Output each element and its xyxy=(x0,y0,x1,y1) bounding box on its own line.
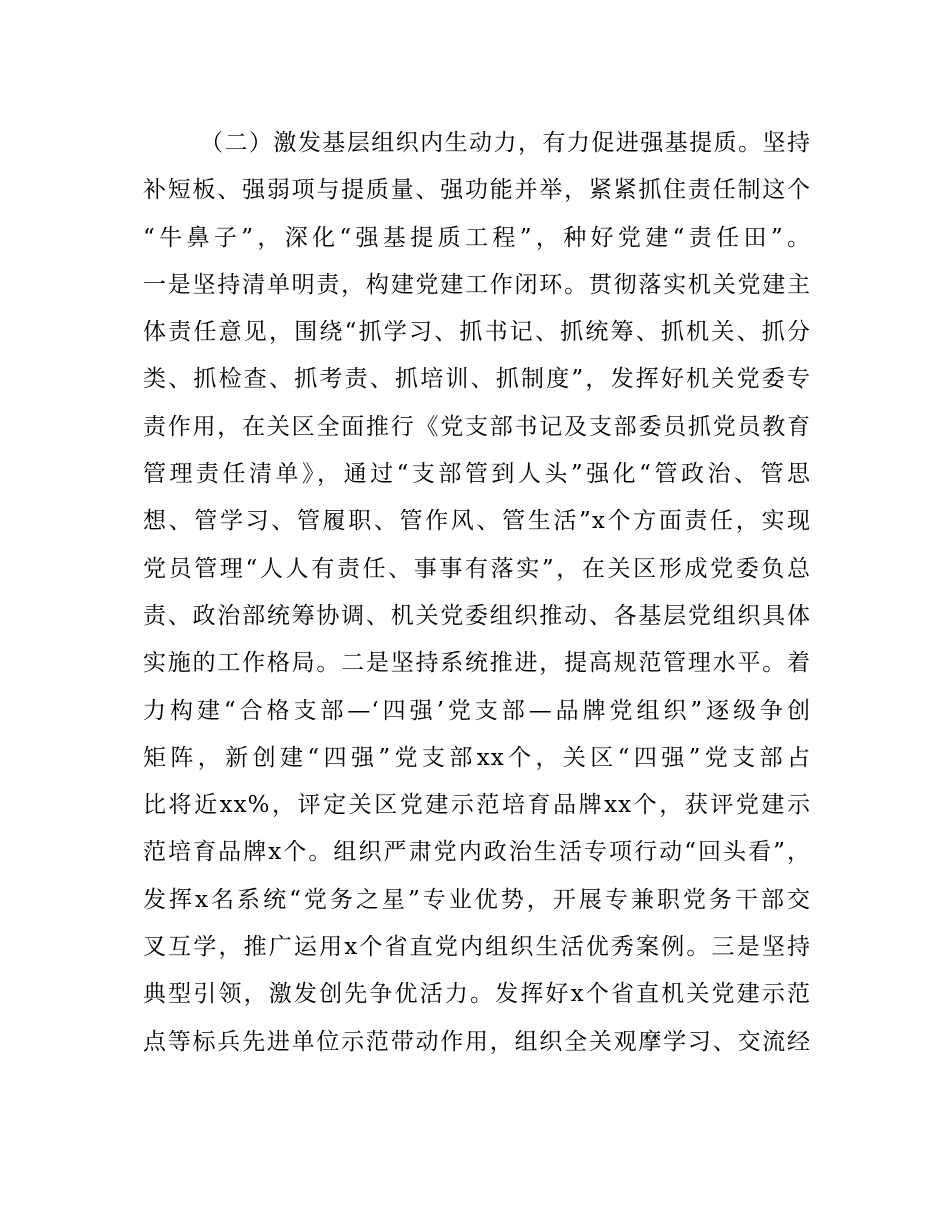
paragraph-line: （二）激发基层组织内生动力，有力促进强基提质。坚持 xyxy=(200,130,811,156)
paragraph-line: 发挥x名系统“党务之星”专业优势，开展专兼职党务干部交 xyxy=(143,886,811,913)
paragraph-line: 矩阵，新创建“四强”党支部xx个，关区“四强”党支部占 xyxy=(143,744,811,771)
paragraph-line: 管理责任清单》，通过“支部管到人头”强化“管政治、管思 xyxy=(143,461,811,488)
paragraph-line: 责作用，在关区全面推行《党支部书记及支部委员抓党员教育 xyxy=(143,413,811,440)
paragraph-line: 类、抓检查、抓考责、抓培训、抓制度”，发挥好机关党委专 xyxy=(143,366,811,393)
document-page xyxy=(143,124,811,1070)
paragraph-line: 想、管学习、管履职、管作风、管生活”x个方面责任，实现 xyxy=(143,508,811,535)
paragraph-line: 叉互学，推广运用x个省直党内组织生活优秀案例。三是坚持 xyxy=(143,934,811,961)
paragraph-line: 典型引领，激发创先争优活力。发挥好x个省直机关党建示范 xyxy=(143,981,811,1008)
paragraph-line: 一是坚持清单明责，构建党建工作闭环。贯彻落实机关党建主 xyxy=(143,271,811,298)
paragraph-line: 体责任意见，围绕“抓学习、抓书记、抓统筹、抓机关、抓分 xyxy=(143,319,811,346)
paragraph-line: 补短板、强弱项与提质量、强功能并举，紧紧抓住责任制这个 xyxy=(143,177,811,204)
paragraph-line: “牛鼻子”，深化“强基提质工程”，种好党建“责任田”。 xyxy=(143,224,811,251)
paragraph-line: 责、政治部统筹协调、机关党委组织推动、各基层党组织具体 xyxy=(143,602,811,629)
paragraph-line: 党员管理“人人有责任、事事有落实”，在关区形成党委负总 xyxy=(143,555,811,582)
paragraph-line: 实施的工作格局。二是坚持系统推进，提高规范管理水平。着 xyxy=(143,650,811,677)
paragraph-line: 力构建“合格支部—‘四强’党支部—品牌党组织”逐级争创 xyxy=(143,697,811,724)
paragraph-line: 比将近xx%，评定关区党建示范培育品牌xx个，获评党建示 xyxy=(143,792,811,819)
paragraph-line: 点等标兵先进单位示范带动作用，组织全关观摩学习、交流经 xyxy=(143,1028,811,1055)
paragraph-line: 范培育品牌x个。组织严肃党内政治生活专项行动“回头看”， xyxy=(143,839,811,866)
